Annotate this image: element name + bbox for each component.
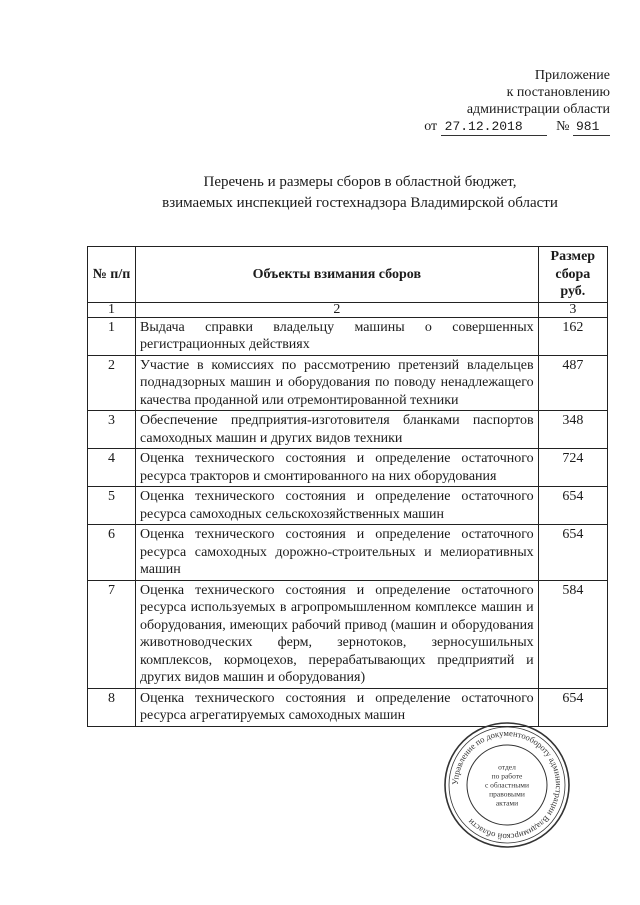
row-fee: 487: [538, 355, 607, 411]
row-object: Оценка технического состояния и определение остаточного ресурса самоходных сельскохозяйственных машин: [136, 487, 539, 525]
table-row: [88, 449, 608, 487]
row-fee: 348: [538, 411, 607, 449]
appendix-date-line: [350, 118, 610, 136]
row-number: 6: [88, 525, 136, 581]
decree-number: 981: [573, 118, 610, 136]
row-number: 1: [88, 317, 136, 355]
row-fee: 162: [538, 317, 607, 355]
appendix-line-1: Приложение: [534, 68, 610, 83]
table-body: [88, 302, 608, 726]
row-number: 4: [88, 449, 136, 487]
header-fee: Размер сбора руб.: [538, 247, 607, 303]
row-fee: 654: [538, 487, 607, 525]
column-index: 1: [88, 302, 136, 317]
row-fee: 724: [538, 449, 607, 487]
table-row: [88, 525, 608, 581]
stamp-center-line: правовыми: [489, 789, 525, 799]
appendix-line-2: к постановлению: [506, 85, 610, 100]
title-line-2: взимаемых инспекцией гостехнадзора Владимирской области: [162, 195, 558, 211]
stamp-ring-text: Управление по документообороту администрации Владимирской области: [449, 727, 565, 843]
row-object: Участие в комиссиях по рассмотрению претензий владельцев поднадзорных машин и оборудования по поводу ненадлежащего качества проданной или отремонтированной техники: [136, 355, 539, 411]
appendix-line-3: администрации области: [466, 102, 610, 117]
appendix-block: [350, 67, 610, 136]
row-number: 2: [88, 355, 136, 411]
table-row: [88, 411, 608, 449]
row-number: 3: [88, 411, 136, 449]
decree-date: 27.12.2018: [441, 118, 547, 136]
header-num: № п/п: [88, 247, 136, 303]
row-object: Обеспечение предприятия-изготовителя бланками паспортов самоходных машин и других видов техники: [136, 411, 539, 449]
column-index: 3: [538, 302, 607, 317]
row-object: Оценка технического состояния и определение остаточного ресурса самоходных дорожно-строительных и мелиоративных машин: [136, 525, 539, 581]
row-object: Оценка технического состояния и определение остаточного ресурса тракторов и смонтированного на них оборудования: [136, 449, 539, 487]
stamp-center-line: с областными: [484, 780, 530, 790]
column-index: 2: [136, 302, 539, 317]
number-prefix: №: [556, 119, 570, 134]
official-stamp: [442, 720, 572, 850]
fees-table: [87, 246, 608, 727]
row-fee: 654: [538, 525, 607, 581]
row-number: 7: [88, 580, 136, 688]
header-object: Объекты взимания сборов: [136, 247, 539, 303]
table-row: [88, 355, 608, 411]
stamp-center-line: актами: [495, 798, 519, 808]
table-row: [88, 580, 608, 688]
row-object: Оценка технического состояния и определение остаточного ресурса агрегатируемых самоходных машин: [136, 688, 539, 726]
stamp-center-line: по работе: [491, 771, 523, 781]
document-title: [140, 172, 580, 214]
row-number: 5: [88, 487, 136, 525]
stamp-center-line: отдел: [498, 762, 516, 772]
row-fee: 654: [538, 688, 607, 726]
table-row: [88, 317, 608, 355]
row-number: 8: [88, 688, 136, 726]
row-object: Выдача справки владельцу машины о совершенных регистрационных действиях: [136, 317, 539, 355]
table-row: [88, 487, 608, 525]
row-object: Оценка технического состояния и определение остаточного ресурса используемых в агропромышленном комплексе машин и оборудования, имеющих рабочий привод (машин и оборудования животноводческих ферм, зернотоков, зерносушильных комплексов, кормоцехов, перерабатывающих предприятий и других видов машин и оборудования): [136, 580, 539, 688]
column-index-row: [88, 302, 608, 317]
row-fee: 584: [538, 580, 607, 688]
date-prefix: от: [424, 119, 438, 134]
stamp-seal: [442, 720, 572, 850]
title-line-1: Перечень и размеры сборов в областной бюджет,: [203, 174, 517, 190]
table-header-row: [88, 247, 608, 303]
